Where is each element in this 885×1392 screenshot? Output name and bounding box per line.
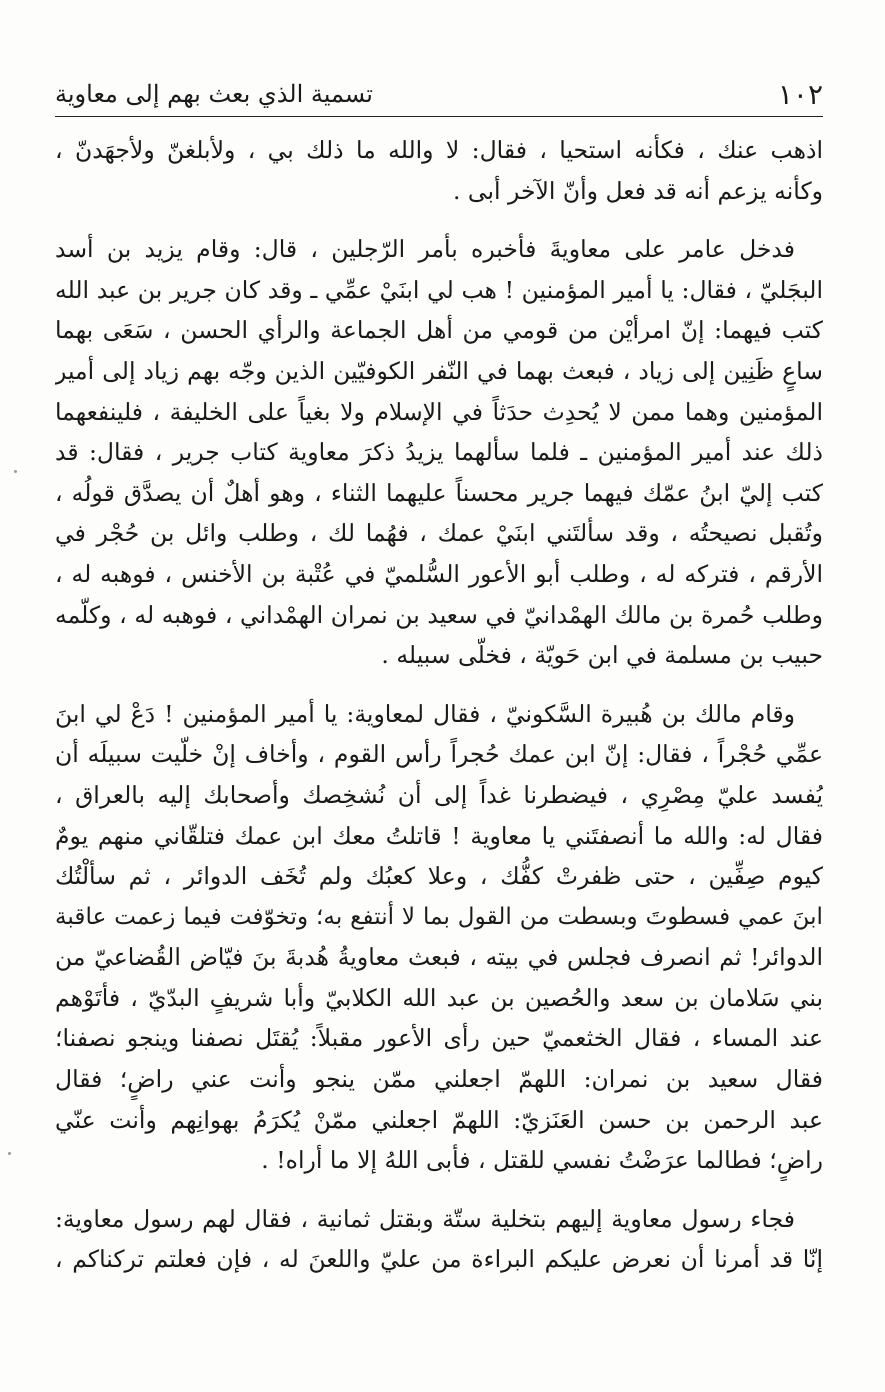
paragraph-4 (55, 1199, 823, 1280)
text-line: فجاء رسول معاوية إليهم بتخلية ستّة وبقتل ثمانية ، فقال لهم رسول معاوية: (55, 1204, 795, 1233)
paragraph-3 (55, 694, 823, 1181)
scan-speck (14, 470, 17, 473)
text-line: وطلب حُمرة بن مالك الهمْدانيّ في سعيد بن نمران الهمْداني ، فوهبه له ، وكلّمه (55, 600, 823, 629)
text-line: البجَليّ ، فقال: يا أمير المؤمنين ! هب لي ابنَيْ عمِّي ـ وقد كان جرير بن عبد الله (55, 275, 823, 304)
text-line: بني سَلامان بن سعد والحُصين بن عبد الله الكلابيّ وأبا شريفٍ البدّيّ ، فأتَوْهم (55, 983, 823, 1012)
paragraph-1 (55, 130, 823, 211)
text-line: فدخل عامر على معاويةَ فأخبره بأمر الرّجلين ، قال: وقام يزيد بن أسد (55, 235, 795, 264)
text-line: عمِّي حُجْراً ، فقال: إنّ ابن عمك حُجراً رأس القوم ، وأخاف إنْ خلّيت سبيلَه أن (55, 740, 823, 769)
text-line: ساعٍ ظَنِين إلى زياد ، فبعث بهما في النّفر الكوفيّين الذين وجّه بهم زياد إلى أمير (55, 356, 823, 385)
page-number: ١٠٢ (777, 77, 823, 111)
text-line: راضٍ؛ فطالما عرَضْتُ نفسي للقتل ، فأبى اللهُ إلا ما أراه! . (261, 1146, 823, 1175)
text-line: المؤمنين وهما ممن لا يُحدِث حدَثاً في الإسلام ولا بغياً على الخليفة ، فلينفعهما (55, 397, 823, 426)
text-line: إنّا قد أمرنا أن نعرض عليكم البراءة من عليّ واللعنَ له ، فإن فعلتم تركناكم ، (55, 1245, 823, 1274)
text-line: حبيب بن مسلمة في ابن حَويّة ، فخلّى سبيله . (381, 641, 823, 670)
text-line: الدوائر! ثم انصرف فجلس في بيته ، فبعث معاويةُ هُدبةَ بنَ فيّاض القُضاعيّ من (55, 943, 823, 972)
text-line: وتُقبل نصيحتُه ، وقد سألتَني ابنَيْ عمك ، فهُما لك ، وطلب وائل بن حُجْر في (55, 519, 823, 548)
body-text (55, 130, 823, 1298)
text-line: وكأنه يزعم أنه قد فعل وأنّ الآخر أبى . (452, 176, 823, 205)
text-line: الأرقم ، فتركه له ، وطلب أبو الأعور السُّلميّ في عُتْبة بن الأخنس ، فوهبه له ، (55, 559, 823, 588)
text-line: كيوم صِفِّين ، حتى ظفرتْ كفُّك ، وعلا كعبُك ولم تُخَف الدوائر ، ثم سألْتُك (55, 862, 823, 891)
text-line: ابنَ عمي فسطوتَ وبسطت من القول بما لا أنتفع به؛ وتخوّفت فيما زعمت عاقبة (55, 902, 823, 930)
scan-speck (8, 1152, 11, 1155)
paragraph-2 (55, 229, 823, 676)
text-line: كتب إليّ ابنُ عمّك فيهما جرير محسناً عليهما الثناء ، وهو أهلٌ أن يصدَّق قولُه ، (55, 478, 823, 507)
text-line: اذهب عنك ، فكأنه استحيا ، فقال: لا والله ما ذلك بي ، ولأبلغنّ ولأجهَدنّ ، (55, 136, 823, 164)
text-line: ذلك عند أمير المؤمنين ـ فلما سألهما يزيدُ ذكرَ معاوية كتاب جرير ، فقال: قد (55, 438, 823, 467)
text-line: عبد الرحمن بن حسن العَنَزيّ: اللهمّ اجعلني ممّنْ يُكرَمُ بهوانِهم وأنت عنّي (55, 1105, 823, 1134)
running-title: تسمية الذي بعث بهم إلى معاوية (55, 80, 373, 108)
text-line: عند المساء ، فقال الخثعميّ حين رأى الأعور مقبلاً: يُقتَل نصفنا وينجو نصفنا؛ (55, 1024, 823, 1053)
running-head (55, 72, 823, 117)
text-line: وقام مالك بن هُبيرة السَّكونيّ ، فقال لمعاوية: يا أمير المؤمنين ! دَعْ لي ابنَ (55, 699, 795, 728)
text-line: يُفسد عليّ مِصْرِي ، فيضطرنا غداً إلى أن نُشخِصك وأصحابك إليه بالعراق ، (55, 780, 823, 809)
text-line: فقال سعيد بن نمران: اللهمّ اجعلني ممّن ينجو وأنت عني راضٍ؛ فقال (55, 1065, 823, 1094)
text-line: فقال له: والله ما أنصفتَني يا معاوية ! قاتلتُ معك ابن عمك فتلقّاني منهم يومٌ (55, 821, 823, 850)
text-line: كتب فيهما: إنّ امرأيْن من قومي من أهل الجماعة والرأي الحسن ، سَعَى بهما (55, 316, 823, 345)
